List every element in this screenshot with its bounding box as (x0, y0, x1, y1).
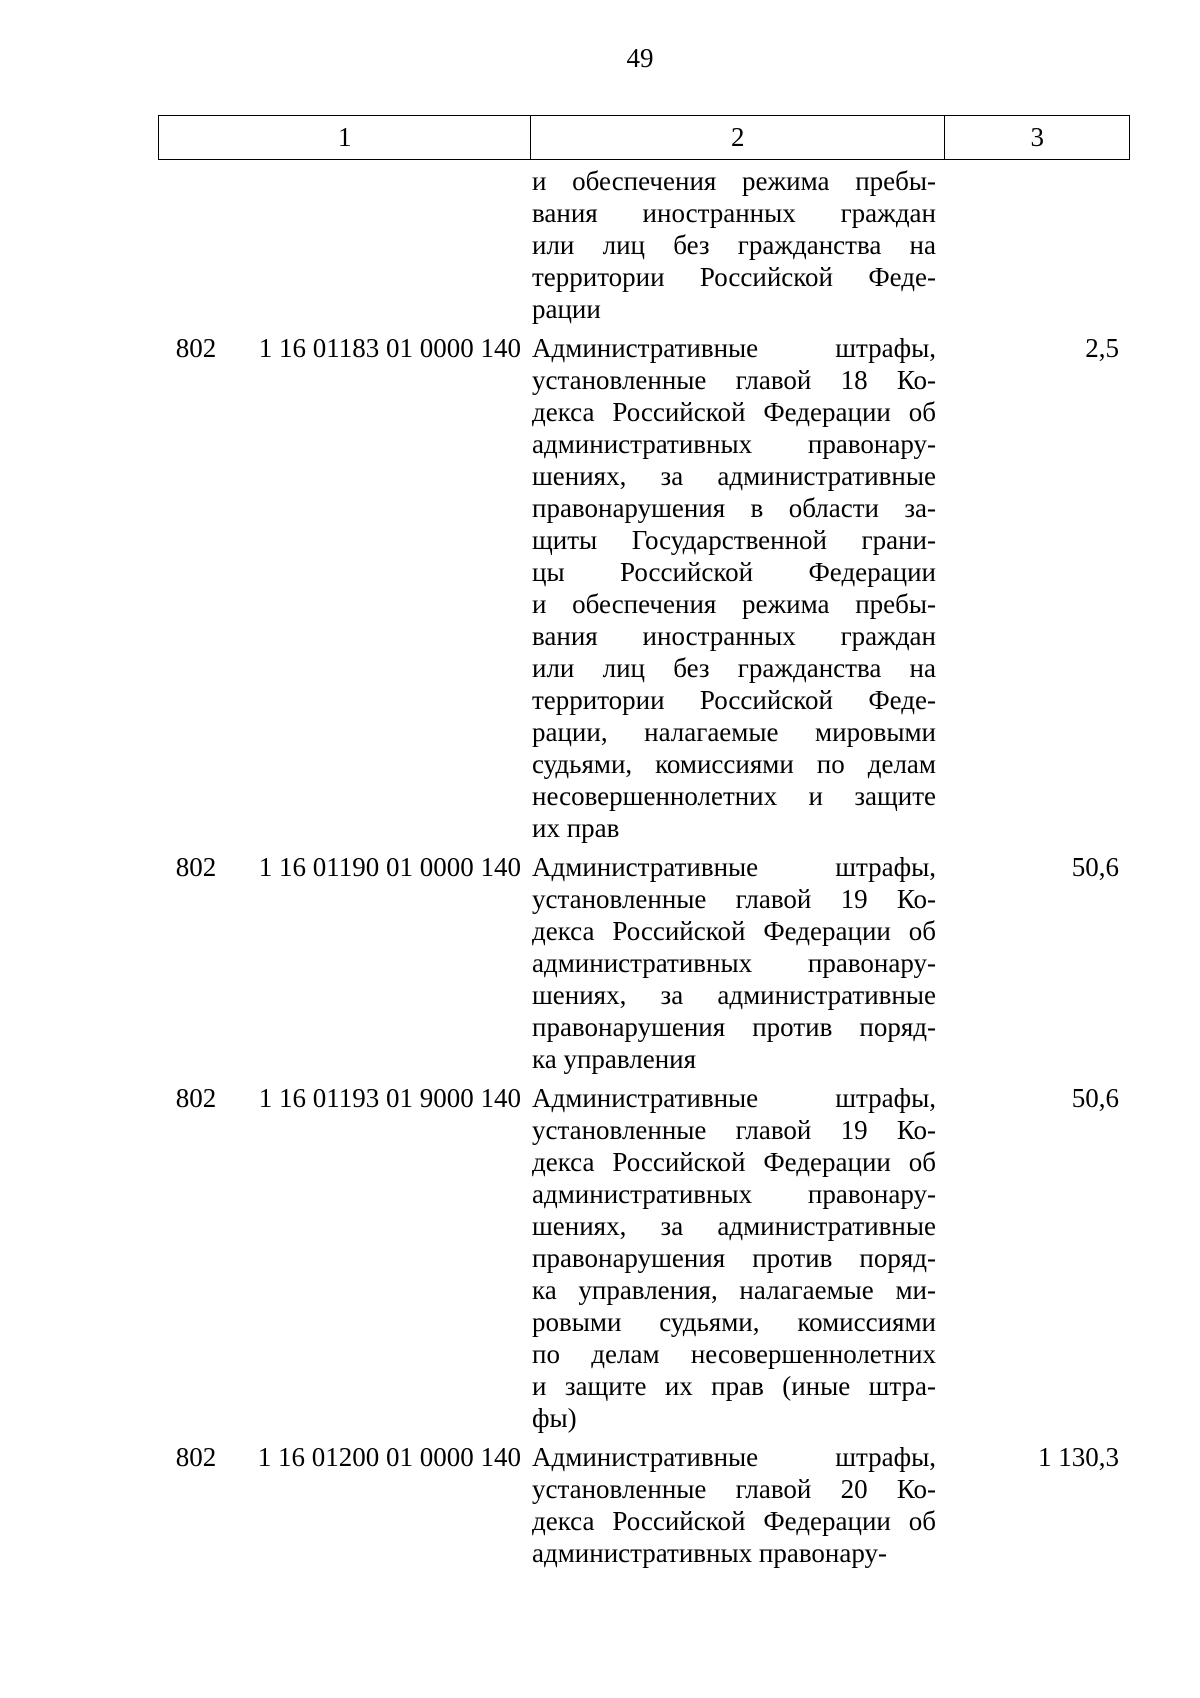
amount-cell (945, 165, 1130, 325)
admin-code-cell (158, 165, 234, 325)
description-line: и обеспечения режима пребы- (532, 589, 936, 619)
description-line: или лиц без гражданства на (532, 653, 936, 683)
admin-code-cell: 802 (175, 333, 217, 363)
table-row (158, 332, 1130, 844)
budget-classification-code-cell: 1 16 01183 01 0000 140 (258, 333, 521, 363)
budget-classification-code-cell: 1 16 01190 01 0000 140 (258, 852, 521, 882)
description-line: территории Российской Феде- (532, 685, 936, 715)
table-body (158, 165, 1130, 1569)
table-row (158, 1082, 1130, 1434)
description-line: Административные штрафы, (532, 1442, 936, 1472)
page-number: 49 (626, 43, 654, 73)
description-line: декса Российской Федерации об (532, 1147, 936, 1177)
budget-classification-code-cell: 1 16 01193 01 9000 140 (258, 1083, 521, 1113)
description-line: административных правонару- (532, 1179, 936, 1209)
amount-cell: 50,6 (1071, 1083, 1119, 1113)
table-header-row (158, 115, 1130, 160)
description-line: ка управления (532, 1044, 697, 1074)
description-line: правонарушения в области за- (532, 493, 936, 523)
description-line: ка управления, налагаемые ми- (532, 1275, 936, 1305)
description-cell (530, 165, 945, 325)
description-line: установленные главой 19 Ко- (532, 884, 936, 914)
description-line: судьями, комиссиями по делам (532, 749, 936, 779)
description-line: установленные главой 18 Ко- (532, 365, 936, 395)
amount-cell: 2,5 (1085, 333, 1119, 363)
description-line: Административные штрафы, (532, 333, 936, 363)
description-line: правонарушения против поряд- (532, 1012, 936, 1042)
table-row (158, 851, 1130, 1075)
description-line: правонарушения против поряд- (532, 1243, 936, 1273)
admin-code-cell: 802 (175, 852, 217, 882)
description-line: по делам несовершеннолетних (532, 1339, 936, 1369)
description-line: цы Российской Федерации (532, 557, 936, 587)
description-line: шениях, за административные (532, 461, 936, 491)
description-line: фы) (532, 1403, 577, 1433)
table-row (158, 165, 1130, 325)
description-line: вания иностранных граждан (532, 198, 936, 228)
header-column-2: 2 (530, 116, 944, 159)
admin-code-cell: 802 (175, 1083, 217, 1113)
admin-code-cell: 802 (175, 1442, 217, 1472)
description-line: Административные штрафы, (532, 852, 936, 882)
description-line: вания иностранных граждан (532, 621, 936, 651)
description-line: административных правонару- (532, 948, 936, 978)
description-line: рации, налагаемые мировыми (532, 717, 936, 747)
amount-cell: 1 130,3 (1038, 1442, 1119, 1472)
description-cell (530, 332, 945, 844)
description-line: территории Российской Феде- (532, 262, 936, 292)
description-line: и защите их прав (иные штра- (532, 1371, 936, 1401)
description-line: административных правонару- (532, 429, 936, 459)
table-row (158, 1441, 1130, 1569)
description-line: несовершеннолетних и защите (532, 781, 936, 811)
description-line: Административные штрафы, (532, 1083, 936, 1113)
budget-classification-code-cell: 1 16 01200 01 0000 140 (257, 1442, 521, 1472)
description-line: декса Российской Федерации об (532, 397, 936, 427)
description-line: щиты Государственной грани- (532, 525, 936, 555)
description-line: установленные главой 20 Ко- (532, 1474, 936, 1504)
description-line: административных правонару- (532, 1538, 887, 1568)
description-line: шениях, за административные (532, 980, 936, 1010)
description-line: декса Российской Федерации об (532, 1506, 936, 1536)
description-cell (530, 1441, 945, 1569)
description-line: рации (532, 294, 601, 324)
budget-table (158, 115, 1130, 1569)
amount-cell: 50,6 (1071, 852, 1119, 882)
description-line: декса Российской Федерации об (532, 916, 936, 946)
description-cell (530, 1082, 945, 1434)
description-cell (530, 851, 945, 1075)
description-line: и обеспечения режима пребы- (532, 166, 936, 196)
header-column-1: 1 (337, 122, 352, 152)
description-line: ровыми судьями, комиссиями (532, 1307, 936, 1337)
header-column-3: 3 (944, 116, 1129, 159)
description-line: шениях, за административные (532, 1211, 936, 1241)
description-line: их прав (532, 813, 620, 843)
description-line: установленные главой 19 Ко- (532, 1115, 936, 1145)
description-line: или лиц без гражданства на (532, 230, 936, 260)
budget-classification-code-cell (234, 165, 530, 325)
